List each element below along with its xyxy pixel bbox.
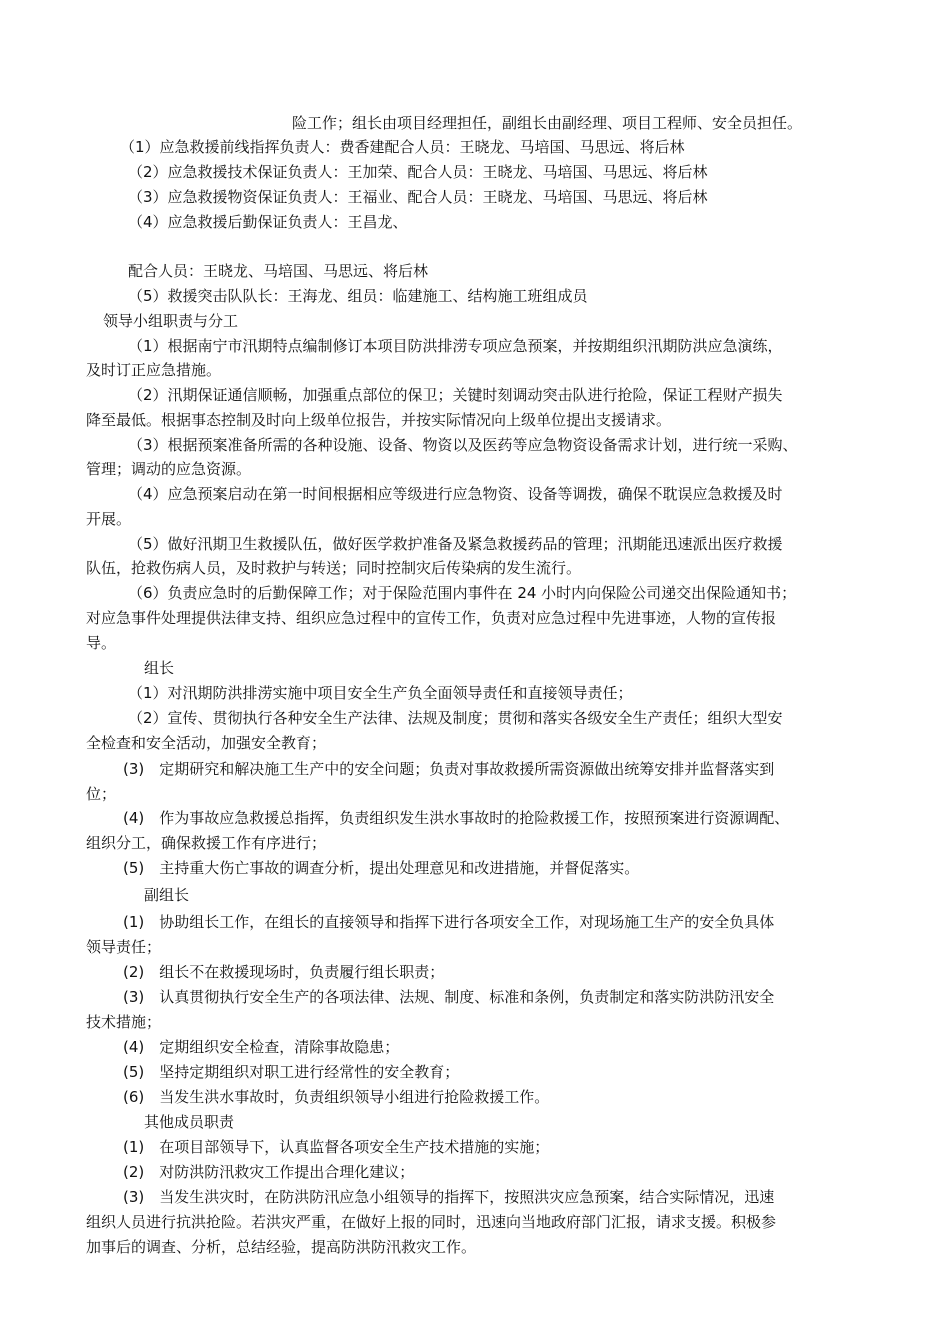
paragraph-line: 开展。 [86,510,132,528]
paragraph-line: 队伍，抢救伤病人员，及时救护与转送；同时控制灾后传染病的发生流行。 [86,559,582,577]
member-line: （1）应急救援前线指挥负责人：费香建配合人员：王晓龙、马培国、马思远、将后林 [120,138,685,156]
section-heading: 其他成员职责 [144,1113,235,1131]
paragraph-line: 加事后的调查、分析，总结经验，提高防洪防汛救灾工作。 [86,1238,477,1256]
member-line: （5）救援突击队队长：王海龙、组员：临建施工、结构施工班组成员 [128,287,588,305]
paragraph-line: 领导责任； [86,938,162,956]
paragraph-line: （4）应急预案启动在第一时间根据相应等级进行应急物资、设备等调拨，确保不耽误应急救援及时 [128,485,783,503]
paragraph-line: 管理；调动的应急资源。 [86,460,252,478]
paragraph-line: (6) 当发生洪水事故时，负责组织领导小组进行抢险救援工作。 [123,1088,550,1106]
paragraph-line: (5) 坚持定期组织对职工进行经常性的安全教育； [123,1063,460,1081]
paragraph-line: (5) 主持重大伤亡事故的调查分析，提出处理意见和改进措施，并督促落实。 [123,859,640,877]
paragraph-line: (3) 定期研究和解决施工生产中的安全问题；负责对事故救援所需资源做出统筹安排并监督落实到 [123,760,775,778]
paragraph-line: 全检查和安全活动，加强安全教育； [86,734,327,752]
member-line: 配合人员：王晓龙、马培国、马思远、将后林 [128,262,429,280]
section-heading: 副组长 [144,886,190,904]
paragraph-line: 降至最低。根据事态控制及时向上级单位报告，并按实际情况向上级单位提出支援请求。 [86,411,672,429]
paragraph-line: 位； [86,785,117,803]
section-heading: 领导小组职责与分工 [103,312,239,330]
paragraph-line: 导。 [86,634,117,652]
paragraph-line: (1) 协助组长工作，在组长的直接领导和指挥下进行各项安全工作，对现场施工生产的安全负具体 [123,913,775,931]
paragraph-line: 组织分工，确保救援工作有序进行； [86,834,327,852]
member-line: （2）应急救援技术保证负责人：王加荣、配合人员：王晓龙、马培国、马思远、将后林 [128,163,708,181]
paragraph-line: (3) 当发生洪灾时，在防洪防汛应急小组领导的指挥下，按照洪灾应急预案，结合实际情况，迅速 [123,1188,775,1206]
paragraph-line: (3) 认真贯彻执行安全生产的各项法律、法规、制度、标准和条例，负责制定和落实防洪防汛安全 [123,988,775,1006]
header-fragment: 险工作；组长由项目经理担任，副组长由副经理、项目工程师、安全员担任。 [292,114,803,132]
paragraph-line: (4) 定期组织安全检查，清除事故隐患； [123,1038,400,1056]
paragraph-line: 组织人员进行抗洪抢险。若洪灾严重，在做好上报的同时，迅速向当地政府部门汇报，请求支援。积极参 [86,1213,777,1231]
paragraph-line: (1) 在项目部领导下，认真监督各项安全生产技术措施的实施； [123,1138,550,1156]
member-line: （4）应急救援后勤保证负责人：王昌龙、 [128,213,408,231]
member-line: （3）应急救援物资保证负责人：王福业、配合人员：王晓龙、马培国、马思远、将后林 [128,188,708,206]
paragraph-line: （1）对汛期防洪排涝实施中项目安全生产负全面领导责任和直接领导责任； [128,684,633,702]
paragraph-line: (2) 对防洪防汛救灾工作提出合理化建议； [123,1163,415,1181]
paragraph-line: （3）根据预案准备所需的各种设施、设备、物资以及医药等应急物资设备需求计划，进行统一采购、 [128,436,798,454]
section-heading: 组长 [144,659,175,677]
paragraph-line: (2) 组长不在救援现场时，负责履行组长职责； [123,963,445,981]
paragraph-line: （2）宣传、贯彻执行各种安全生产法律、法规及制度；贯彻和落实各级安全生产责任；组织大型安 [128,709,783,727]
paragraph-line: (4) 作为事故应急救援总指挥，负责组织发生洪水事故时的抢险救援工作，按照预案进行资源调配、 [123,809,790,827]
paragraph-line: （5）做好汛期卫生救援队伍，做好医学救护准备及紧急救援药品的管理；汛期能迅速派出医疗救援 [128,535,783,553]
paragraph-line: （2）汛期保证通信顺畅，加强重点部位的保卫；关键时刻调动突击队进行抢险，保证工程财产损失 [128,386,783,404]
paragraph-line: 及时订正应急措施。 [86,361,222,379]
paragraph-line: （6）负责应急时的后勤保障工作；对于保险范围内事件在 24 小时内向保险公司递交出保险通知书； [128,584,797,602]
paragraph-line: 技术措施； [86,1013,162,1031]
paragraph-line: 对应急事件处理提供法律支持、组织应急过程中的宣传工作，负责对应急过程中先进事迹，人物的宣传报 [86,609,777,627]
paragraph-line: （1）根据南宁市汛期特点编制修订本项目防洪排涝专项应急预案，并按期组织汛期防洪应急演练， [128,337,783,355]
